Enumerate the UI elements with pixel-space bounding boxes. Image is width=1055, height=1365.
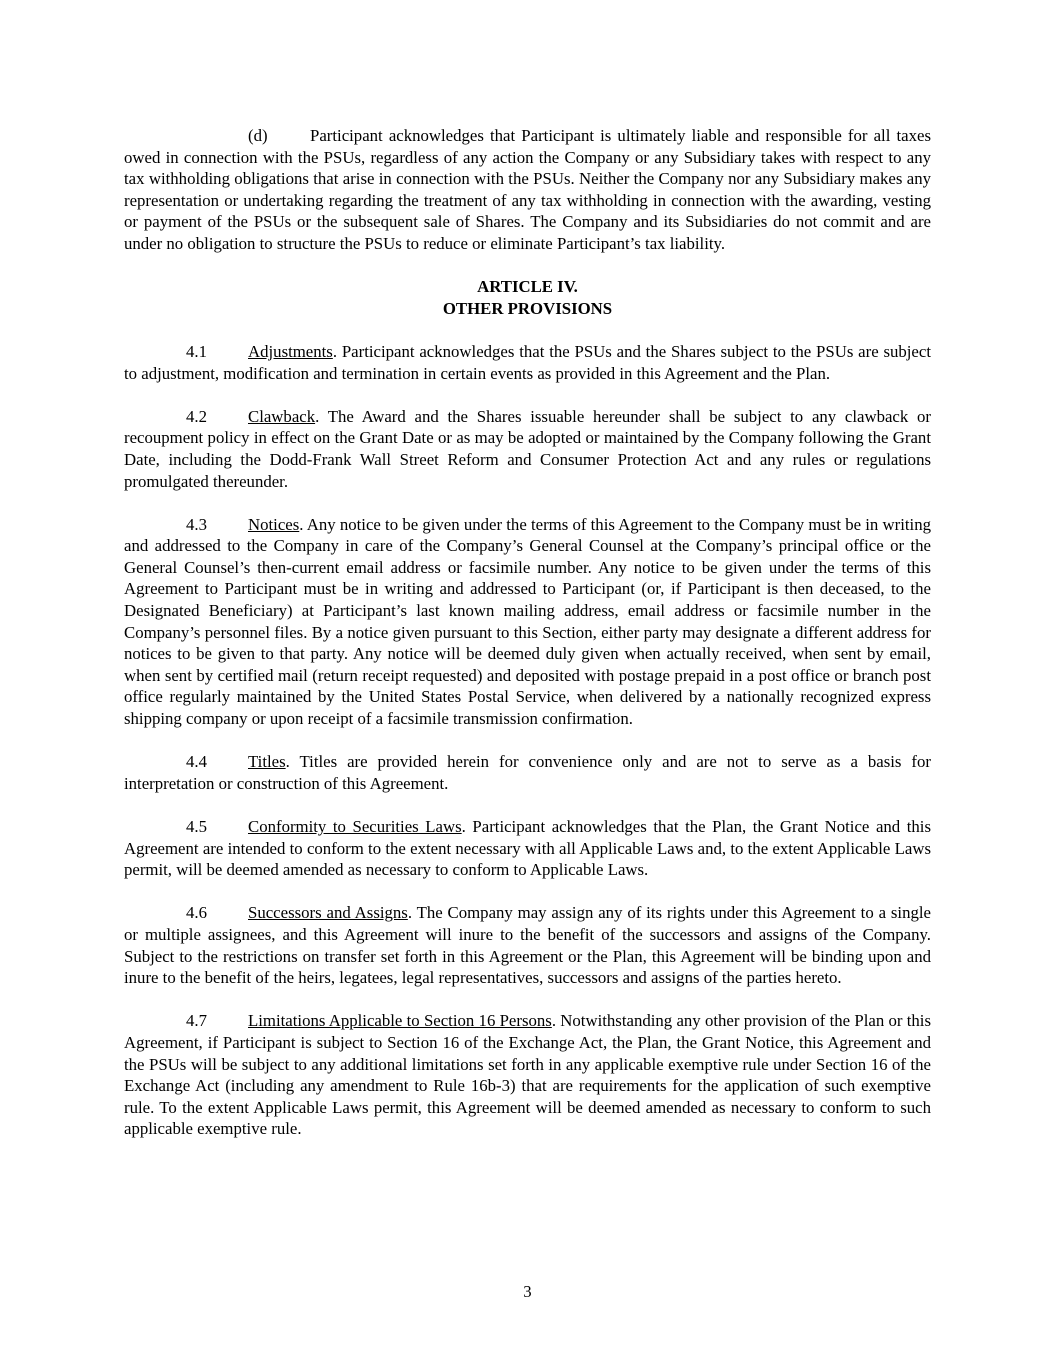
section-title: Limitations Applicable to Section 16 Persons xyxy=(248,1011,552,1031)
section-text: . Participant acknowledges that the PSUs and the Shares subject to the PSUs are subject to adjustment, modification and termination in certain events as provided in this Agreement and the Plan. xyxy=(124,341,931,383)
section-4-4 xyxy=(124,751,931,794)
section-number: 4.3 xyxy=(186,514,207,534)
subsection-label: (d) xyxy=(248,126,268,145)
section-number: 4.4 xyxy=(186,752,207,772)
section-number: 4.6 xyxy=(186,903,207,923)
section-title: Titles xyxy=(248,752,286,772)
section-text: . The Award and the Shares issuable hereunder shall be subject to any clawback or recoupment policy in effect on the Grant Date or as may be adopted or maintained by the Company following the Grant Date, including the Dodd-Frank Wall Street Reform and Consumer Protection Act and any rules or regulations promulgated thereunder. xyxy=(124,406,931,491)
section-4-3 xyxy=(124,514,931,730)
section-title: Successors and Assigns xyxy=(248,903,408,923)
article-number: ARTICLE IV. xyxy=(477,277,578,297)
section-text: . Any notice to be given under the terms of this Agreement to the Company must be in writing and addressed to the Company in care of the Company’s General Counsel at the Company’s principal office or the General Counsel’s then-current email address or facsimile number. Any notice to be given under the terms of this Agreement to Participant must be in writing and addressed to Participant (or, if Participant is then deceased, to the Designated Beneficiary) at Participant’s last known mailing address, email address or facsimile number in the Company’s personnel files. By a notice given pursuant to this Section, either party may designate a different address for notices to be given to that party. Any notice will be deemed duly given when actually received, when sent by email, when sent by certified mail (return receipt requested) and deposited with postage prepaid in a post office or branch post office regularly maintained by the United States Postal Service, when delivered by a nationally recognized express shipping company or upon receipt of a facsimile transmission confirmation. xyxy=(124,514,931,729)
section-number: 4.5 xyxy=(186,817,207,836)
article-heading xyxy=(124,276,931,319)
subsection-d xyxy=(124,125,931,255)
section-text: . Titles are provided herein for convenience only and are not to serve as a basis for interpretation or construction of this Agreement. xyxy=(124,752,931,793)
section-4-1 xyxy=(124,341,931,384)
section-number: 4.2 xyxy=(186,406,207,426)
section-number: 4.7 xyxy=(186,1011,207,1031)
section-text: . Notwithstanding any other provision of the Plan or this Agreement, if Participant is subject to Section 16 of the Exchange Act, the Plan, the Grant Notice, this Agreement and the PSUs will be subject to any additional limitations set forth in any applicable exemptive rule under Section 16 of the Exchange Act (including any amendment to Rule 16b-3) that are requirements for the application of such exemptive rule. To the extent Applicable Laws permit, this Agreement will be deemed amended as necessary to conform to such applicable exemptive rule. xyxy=(124,1011,931,1139)
section-4-7 xyxy=(124,1010,931,1140)
section-4-2 xyxy=(124,406,931,492)
section-title: Adjustments xyxy=(248,341,333,361)
document-page xyxy=(124,125,931,1162)
section-text: . The Company may assign any of its rights under this Agreement to a single or multiple assignees, and this Agreement will inure to the benefit of the successors and assigns of the Company. Subject to the restrictions on transfer set forth in this Agreement or the Plan, this Agreement will be binding upon and inure to the benefit of the heirs, legatees, legal representatives, successors and assigns of the parties hereto. xyxy=(124,903,931,988)
section-title: Clawback xyxy=(248,406,316,426)
section-4-6 xyxy=(124,902,931,988)
section-number: 4.1 xyxy=(186,341,207,361)
section-text: . Participant acknowledges that the Plan, the Grant Notice and this Agreement are intended to conform to the extent necessary with all Applicable Laws and, to the extent Applicable Laws permit, will be deemed amended as necessary to conform to Applicable Laws. xyxy=(124,817,932,880)
section-4-5 xyxy=(124,816,931,881)
page-number: 3 xyxy=(523,1282,532,1301)
section-title: Conformity to Securities Laws xyxy=(248,817,462,836)
article-title: OTHER PROVISIONS xyxy=(442,298,613,318)
subsection-text: Participant acknowledges that Participant is ultimately liable and responsible for all taxes owed in connection with the PSUs, regardless of any action the Company or any Subsidiary takes with respect to any tax withholding obligations that arise in connection with the PSUs. Neither the Company nor any Subsidiary makes any representation or undertaking regarding the treatment of any tax withholding in connection with the awarding, vesting or payment of the PSUs or the subsequent sale of Shares. The Company and its Subsidiaries do not commit and are under no obligation to structure the PSUs to reduce or eliminate Participant’s tax liability. xyxy=(124,126,931,253)
section-title: Notices xyxy=(248,514,300,534)
